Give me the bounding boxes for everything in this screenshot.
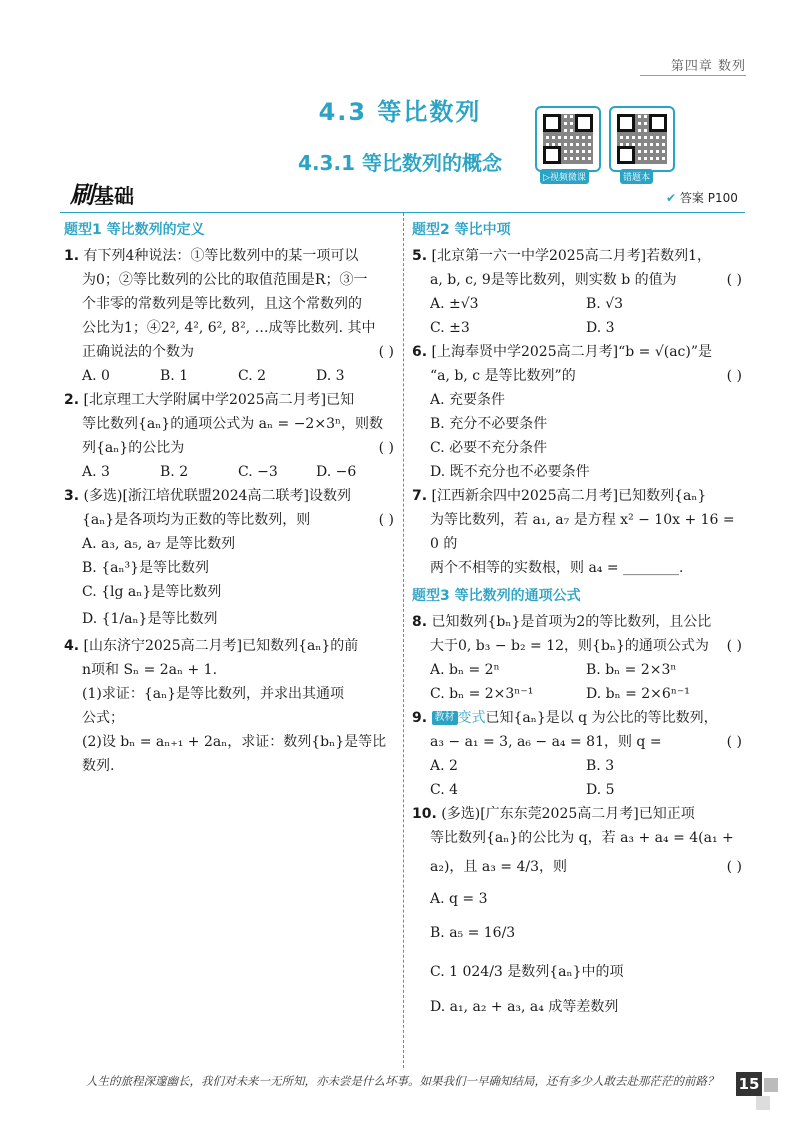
chapter-label: 第四章 数列 [670, 59, 746, 74]
option: B. 2 [160, 464, 189, 480]
answer-page-text: 答案 P100 [679, 191, 738, 205]
question-3: 3. (多选)[浙江培优联盟2024高二联考]设数列 {aₙ}是各项均为正数的等比数列，则 ( ) A. a₃, a₅, a₇ 是等比数列 B. {aₙ³}是等比数列 C. {lg aₙ}是等比数列 D. {1/aₙ}是等比数列 [64, 484, 394, 634]
left-column [64, 218, 394, 778]
right-column [412, 218, 742, 1022]
option: C. 1 024/3 是数列{aₙ}中的项 [430, 964, 624, 980]
option: A. bₙ = 2ⁿ [430, 662, 500, 678]
section-heading: 题型1 等比数列的定义 [64, 222, 205, 238]
page-number: 15 [736, 1072, 762, 1096]
option: D. 3 [316, 368, 345, 384]
header-divider [640, 75, 746, 76]
answer-paren: ( ) [378, 440, 394, 456]
option: B. {aₙ³}是等比数列 [82, 560, 210, 576]
option: C. ±3 [430, 320, 470, 336]
option: B. a₅ = 16/3 [430, 925, 516, 941]
option: C. {lg aₙ}是等比数列 [82, 584, 222, 600]
brand-mark: 刷 [70, 181, 94, 209]
answer-paren: ( ) [378, 512, 394, 528]
option: C. 2 [238, 368, 267, 384]
option: B. 3 [586, 758, 615, 774]
answer-paren: ( ) [726, 638, 742, 654]
video-qr-code[interactable] [535, 106, 601, 172]
option: C. −3 [238, 464, 278, 480]
answer-paren: ( ) [726, 368, 742, 384]
option: A. 0 [82, 368, 110, 384]
option: D. −6 [316, 464, 357, 480]
question-8: 8. 已知数列{bₙ}是首项为2的等比数列，且公比 大于0, b₃ − b₂ = 12，则{bₙ}的通项公式为 ( ) A. bₙ = 2ⁿ B. bₙ = 2×3ⁿ C. bₙ = 2×3ⁿ⁻¹ D. bₙ = 2×6ⁿ⁻¹ [412, 610, 742, 706]
question-9: 9. 教材 变式已知{aₙ}是以 q 为公比的等比数列， a₃ − a₁ = 3, a₆ − a₄ = 81，则 q = ( ) A. 2 B. 3 C. 4 D. 5 [412, 706, 742, 802]
option: D. a₁, a₂ + a₃, a₄ 成等差数列 [430, 999, 619, 1015]
answer-reference [666, 189, 738, 206]
option: D. 5 [586, 782, 615, 798]
option: A. a₃, a₅, a₇ 是等比数列 [82, 536, 236, 552]
page-decoration [756, 1096, 770, 1110]
option: D. {1/aₙ}是等比数列 [82, 611, 218, 627]
textbook-tag: 教材 [432, 711, 458, 725]
question-7: 7. [江西新余四中2025高二月考]已知数列{aₙ} 为等比数列，若 a₁, a₇ 是方程 x² − 10x + 16 = 0 的 两个不相等的实数根，则 a₄ = ________. [412, 488, 735, 576]
section-heading: 题型3 等比数列的通项公式 [412, 588, 581, 604]
answer-paren: ( ) [726, 859, 742, 875]
option: D. 3 [586, 320, 615, 336]
option: B. √3 [586, 296, 624, 312]
option: B. 1 [160, 368, 189, 384]
question-2: 2. [北京理工大学附属中学2025高二月考]已知 等比数列{aₙ}的通项公式为 aₙ = −2×3ⁿ，则数 列{aₙ}的公比为 ( ) A. 3 B. 2 C. −3 D. −6 [64, 388, 394, 484]
question-6: 6. [上海奉贤中学2025高二月考]“b = √(ac)”是 “a, b, c 是等比数列”的 ( ) A. 充要条件 B. 充分不必要条件 C. 必要不充分条件 D. 既不充分也不必要条件 [412, 340, 742, 484]
option: A. q = 3 [430, 891, 488, 907]
section-title: 4.3 等比数列 [318, 98, 482, 126]
option: B. bₙ = 2×3ⁿ [586, 662, 677, 678]
video-qr-label: ▷视频微课 [540, 169, 589, 184]
footer-quote: 人生的旅程深邃幽长，我们对未来一无所知，亦未尝是什么坏事。如果我们一早确知结局，还有多少人敢去赴那茫茫的前路？ [86, 1074, 719, 1088]
question-5: 5. [北京第一六一中学2025高二月考]若数列1， a, b, c, 9是等比数列，则实数 b 的值为 ( ) A. ±√3 B. √3 C. ±3 D. 3 [412, 244, 742, 340]
section-heading: 题型2 等比中项 [412, 222, 511, 238]
brand-heading [70, 175, 134, 210]
check-icon: ✔ [666, 191, 677, 205]
errors-qr-label: 错题本 [620, 169, 653, 184]
option: A. ±√3 [430, 296, 479, 312]
question-4: 4. [山东济宁2025高二月考]已知数列{aₙ}的前 n项和 Sₙ = 2aₙ + 1. (1)求证：{aₙ}是等比数列，并求出其通项 公式； (2)设 bₙ = aₙ₊₁ + 2aₙ，求证：数列{bₙ}是等比 数列. [64, 638, 387, 774]
answer-paren: ( ) [726, 734, 742, 750]
option: C. bₙ = 2×3ⁿ⁻¹ [430, 686, 534, 702]
option: C. 4 [430, 782, 459, 798]
page-decoration [764, 1078, 778, 1092]
brand-label: 基础 [94, 184, 134, 208]
option: B. 充分不必要条件 [430, 416, 548, 432]
column-divider [403, 213, 404, 1068]
question-1: 1. 有下列4种说法：①等比数列中的某一项可以 为0；②等比数列的公比的取值范围是R；③一 个非零的常数列是等比数列，且这个常数列的 公比为1；④2², 4², 6², 8², …成等比数列. 其中 正确说法的个数为 ( ) A. 0 B. 1 C. 2 D. 3 [64, 244, 394, 388]
option: A. 2 [430, 758, 458, 774]
variant-label: 变式 [457, 710, 486, 726]
option: A. 3 [82, 464, 110, 480]
subsection-title: 4.3.1 等比数列的概念 [298, 151, 502, 175]
option: D. 既不充分也不必要条件 [430, 464, 590, 480]
option: D. bₙ = 2×6ⁿ⁻¹ [586, 686, 690, 702]
answer-paren: ( ) [378, 344, 394, 360]
question-10: 10. (多选)[广东东莞2025高二月考]已知正项 等比数列{aₙ}的公比为 q，若 a₃ + a₄ = 4(a₁ + a₂)，且 a₃ = 4/3，则 ( ) A. q = 3 B. a₅ = 16/3 C. 1 024/3 是数列{aₙ}中的项 D. a₁, a₂ + a₃, a₄ 成等差数列 [412, 802, 742, 1022]
option: C. 必要不充分条件 [430, 440, 548, 456]
errors-qr-code[interactable] [609, 106, 675, 172]
option: A. 充要条件 [430, 392, 506, 408]
answer-paren: ( ) [726, 272, 742, 288]
